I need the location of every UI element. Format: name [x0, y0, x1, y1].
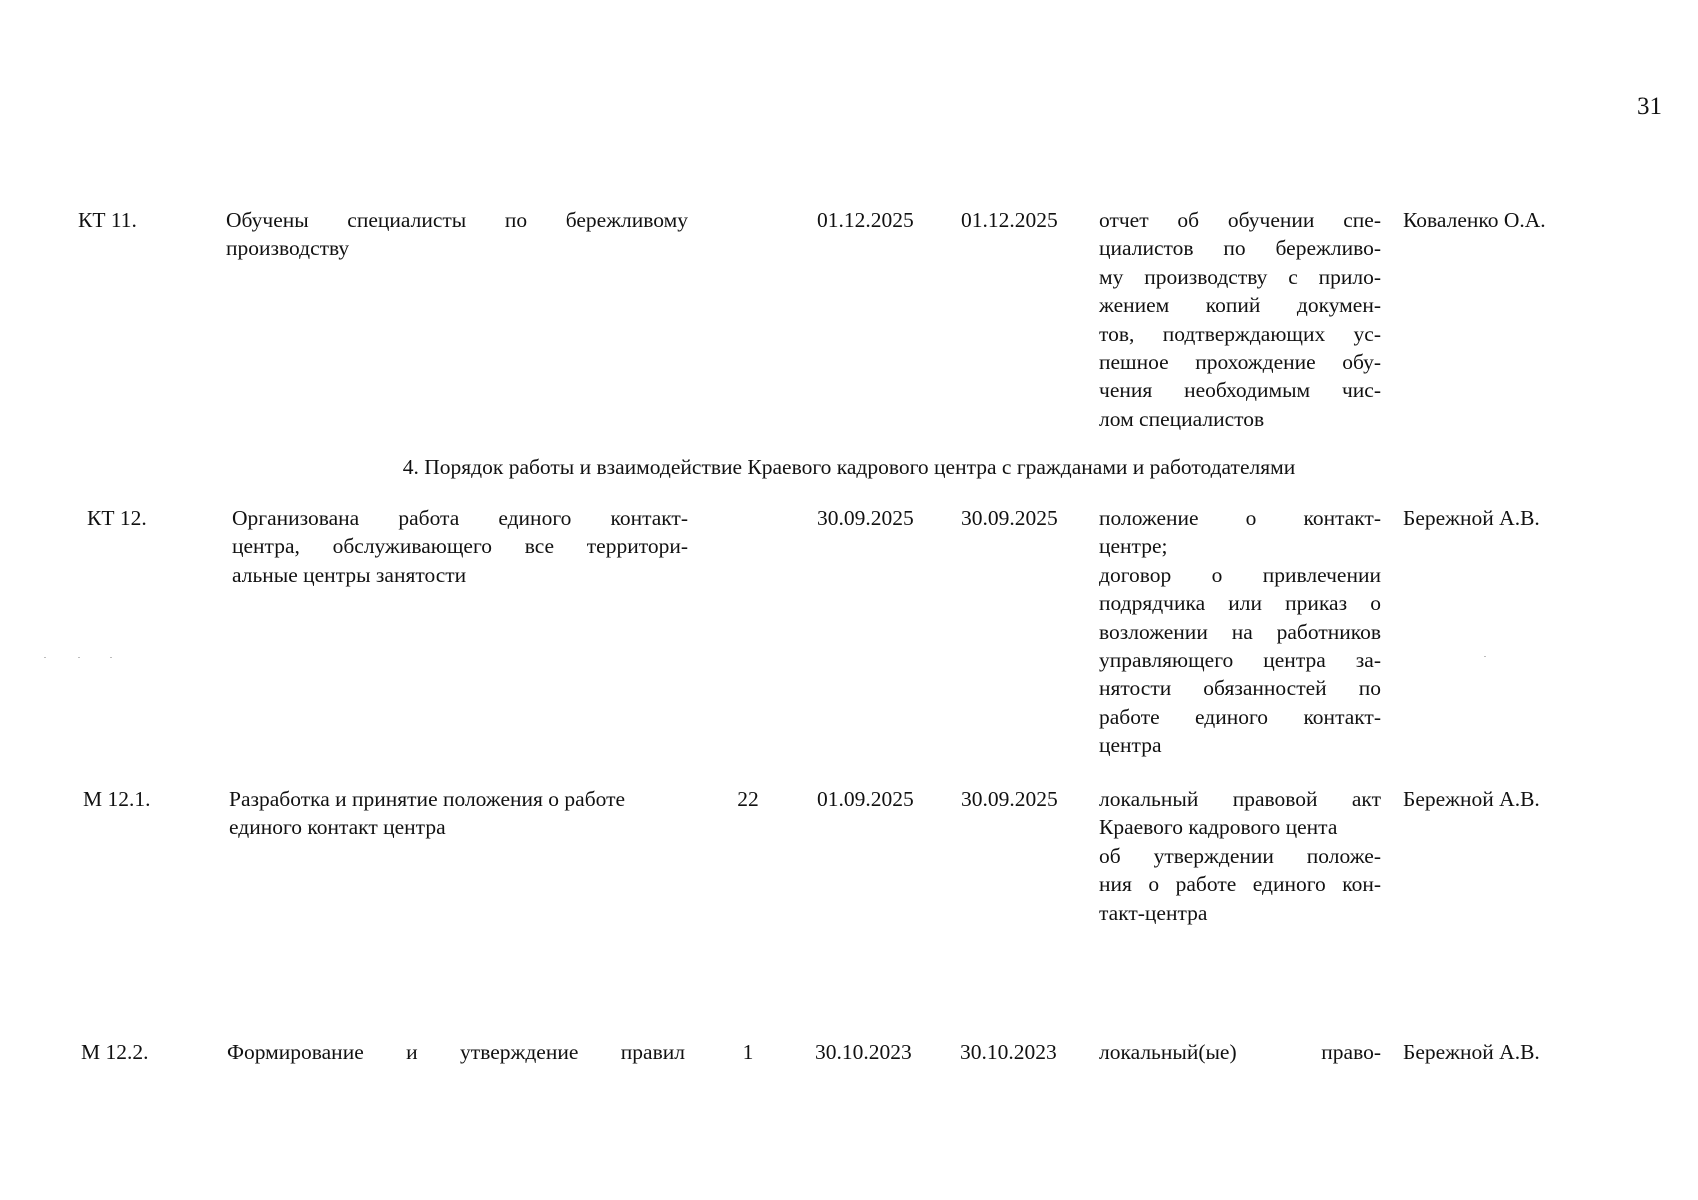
row-number: 1: [742, 1040, 754, 1064]
page-number: 31: [1637, 93, 1662, 120]
row-document-line: чения необходимым чис-: [1099, 378, 1381, 403]
row-end-date: 30.09.2025: [961, 787, 1058, 811]
row-document-word: право-: [1321, 1040, 1381, 1064]
row-title: [226, 206, 688, 263]
row-document-line: отчет об обучении спе-: [1099, 208, 1381, 232]
row-title-line: единого контакт центра: [229, 815, 446, 840]
row-document-line: управляющего центра за-: [1099, 648, 1381, 673]
row-start-date: 01.09.2025: [817, 787, 914, 811]
row-title-line: Организована работа единого контакт-: [232, 506, 688, 530]
row-code: КТ 11.: [78, 208, 137, 232]
row-document-line: положение о контакт-: [1099, 506, 1381, 530]
row-title-word: правил: [620, 1040, 685, 1064]
row-title-word: и: [406, 1040, 418, 1064]
row-responsible: Коваленко О.А.: [1403, 208, 1546, 232]
row-title: [229, 785, 625, 842]
row-title-line: производству: [226, 236, 350, 261]
row-document-line: жением копий докумен-: [1099, 293, 1381, 318]
row-title-line: Разработка и принятие положения о работе: [229, 787, 626, 811]
row-title-line: Обучены специалисты по бережливому: [226, 208, 688, 232]
row-number: 22: [737, 787, 759, 811]
row-document-line: договор о привлечении: [1099, 562, 1381, 587]
row-document-line: работе единого контакт-: [1099, 704, 1381, 729]
row-document-line: му производству с прило-: [1099, 264, 1381, 289]
row-document-line: об утверждении положе-: [1099, 843, 1381, 868]
row-document-line: центре;: [1099, 534, 1168, 559]
row-document-word: локальный(ые): [1099, 1040, 1237, 1064]
row-title-line: альные центры занятости: [232, 562, 467, 587]
scan-speck: [78, 657, 80, 658]
row-title-word: утверждение: [460, 1040, 579, 1064]
row-code: М 12.1.: [83, 787, 151, 811]
row-responsible: Бережной А.В.: [1403, 787, 1540, 811]
row-responsible: Бережной А.В.: [1403, 1040, 1540, 1064]
row-responsible: Бережной А.В.: [1403, 506, 1540, 530]
row-document-line: возложении на работников: [1099, 619, 1381, 644]
row-document-line: тов, подтверждающих ус-: [1099, 321, 1381, 346]
scan-speck: [110, 657, 112, 658]
row-document-line: локальный правовой акт: [1099, 787, 1381, 811]
row-document-line: подрядчика или приказ о: [1099, 591, 1381, 616]
row-document: [1099, 1038, 1381, 1066]
row-end-date: 01.12.2025: [961, 208, 1058, 232]
row-document-line: центра: [1099, 733, 1162, 758]
row-title: [227, 1038, 685, 1066]
row-title: [232, 504, 688, 589]
row-document: [1099, 206, 1381, 433]
row-document-line: ния о работе единого кон-: [1099, 872, 1381, 897]
row-document-line: лом специалистов: [1099, 406, 1265, 431]
row-start-date: 30.09.2025: [817, 506, 914, 530]
row-document-line: пешное прохождение обу-: [1099, 350, 1381, 375]
row-end-date: 30.09.2025: [961, 506, 1058, 530]
row-title-word: Формирование: [227, 1040, 364, 1064]
scan-speck: [44, 657, 46, 658]
row-code: КТ 12.: [87, 506, 147, 530]
row-document-line: циалистов по бережливо-: [1099, 236, 1381, 261]
row-code: М 12.2.: [81, 1040, 149, 1064]
row-document: [1099, 504, 1381, 760]
section-heading: 4. Порядок работы и взаимодействие Краевого кадрового центра с гражданами и работодателями: [402, 455, 1296, 479]
row-title-line: центра, обслуживающего все территори-: [232, 534, 688, 559]
row-end-date: 30.10.2023: [960, 1040, 1057, 1064]
row-document-line: нятости обязанностей по: [1099, 676, 1381, 701]
row-start-date: 01.12.2025: [817, 208, 914, 232]
row-start-date: 30.10.2023: [815, 1040, 912, 1064]
row-document-line: Краевого кадрового цента: [1099, 815, 1338, 840]
row-document: [1099, 785, 1381, 927]
scan-speck: [1484, 656, 1486, 657]
row-document-line: такт-центра: [1099, 900, 1208, 925]
